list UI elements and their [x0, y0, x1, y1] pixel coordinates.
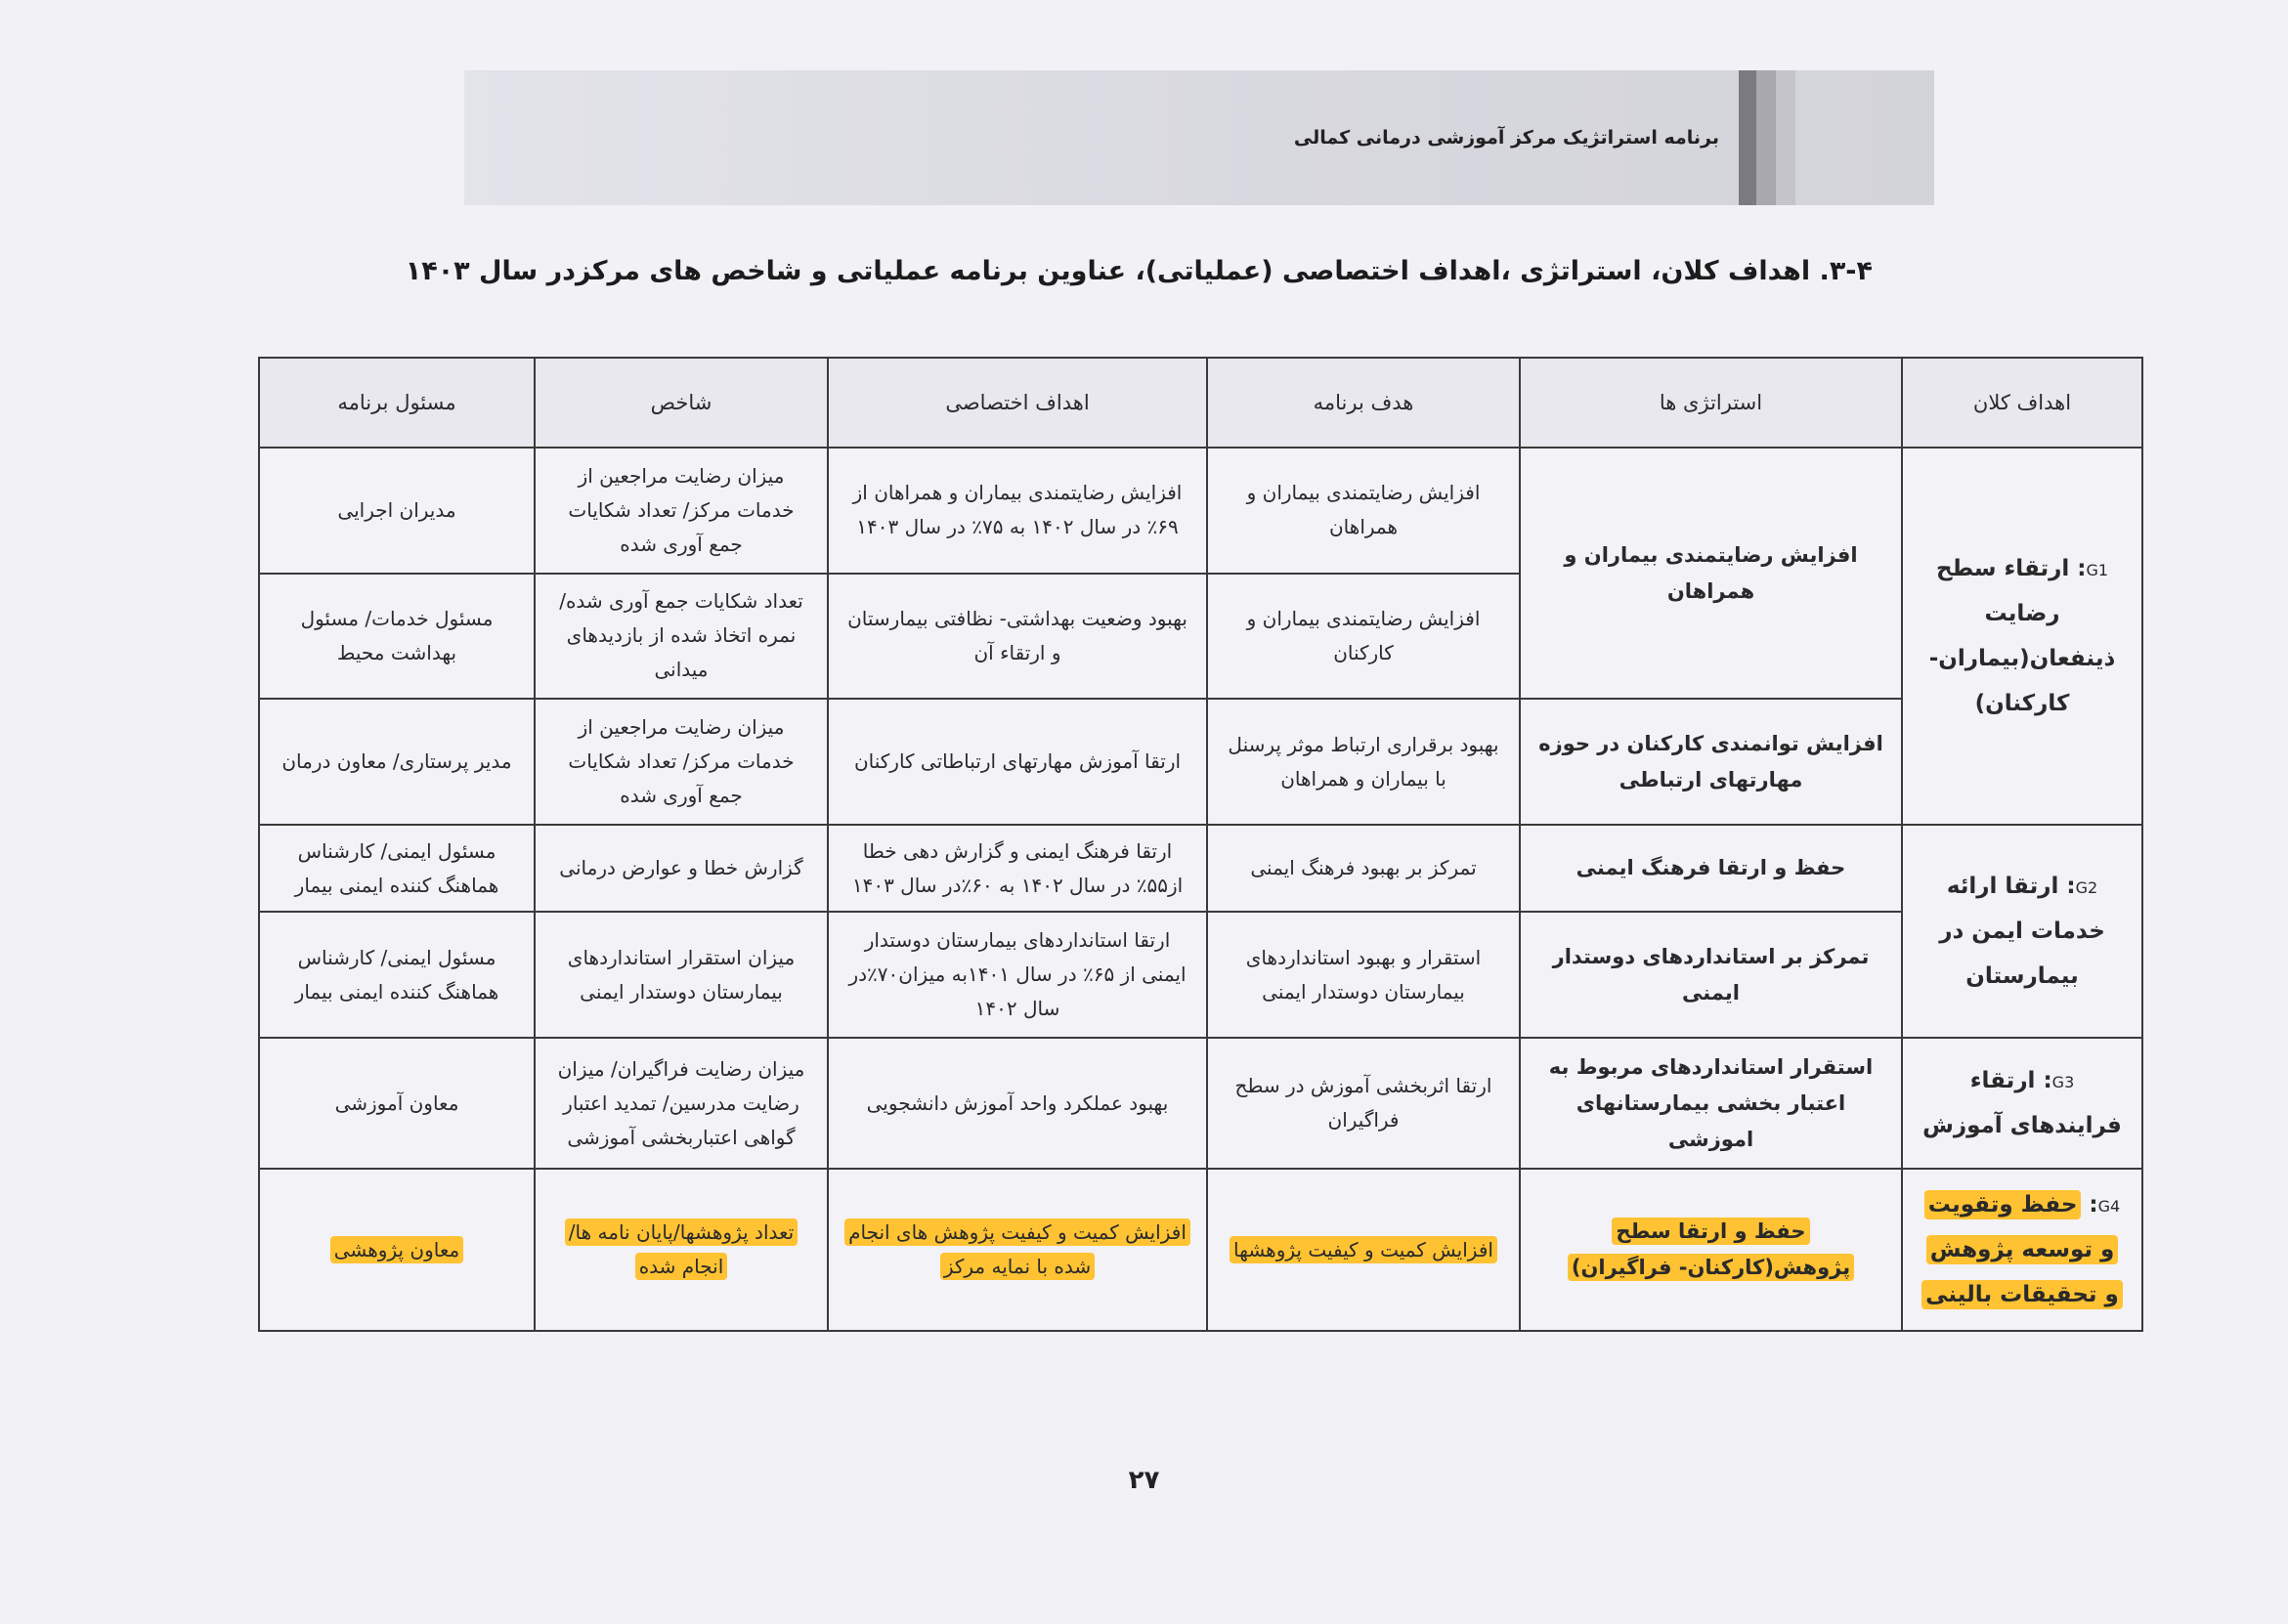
responsible-cell: مسئول ایمنی/ کارشناس هماهنگ کننده ایمنی بیمار — [259, 825, 535, 912]
goal-label-highlighted: حفظ وتقویت و توسعه پژوهش و تحقیقات بالینی — [1921, 1190, 2123, 1309]
program-goal-highlighted: افزایش کمیت و کیفیت پژوهشها — [1230, 1236, 1497, 1263]
program-goal-cell: ارتقا اثربخشی آموزش در سطح فراگیران — [1207, 1038, 1520, 1169]
table-row — [259, 699, 2142, 825]
goal-code: G4 — [2097, 1197, 2121, 1217]
goal-cell-g1: G1: ارتقاء سطح رضایت ذینفعان(بیماران- کارکنان) — [1902, 448, 2142, 825]
objective-cell: ارتقا آموزش مهارتهای ارتباطاتی کارکنان — [828, 699, 1207, 825]
indicator-cell: گزارش خطا و عوارض درمانی — [535, 825, 828, 912]
responsible-cell: مسئول خدمات/ مسئول بهداشت محیط — [259, 574, 535, 700]
header-responsible: مسئول برنامه — [259, 358, 535, 448]
indicator-cell: میزان رضایت فراگیران/ میزان رضایت مدرسین/ تمدید اعتبار گواهی اعتباربخشی آموزشی — [535, 1038, 828, 1169]
goal-cell-g3: G3: ارتقاء فرایندهای آموزش — [1902, 1038, 2142, 1169]
responsible-cell: مدیر پرستاری/ معاون درمان — [259, 699, 535, 825]
strategy-cell: افزایش توانمندی کارکنان در حوزه مهارتهای ارتباطی — [1520, 699, 1902, 825]
header-strategies: استراتژی ها — [1520, 358, 1902, 448]
table-header-row — [259, 358, 2142, 448]
header-stripe — [1776, 70, 1795, 205]
indicator-cell: میزان استقرار استانداردهای بیمارستان دوستدار ایمنی — [535, 912, 828, 1038]
goal-code: G1 — [2086, 560, 2109, 579]
objective-highlighted: افزایش کمیت و کیفیت پژوهش های انجام شده با نمایه مرکز — [844, 1218, 1190, 1280]
indicator-cell — [535, 1169, 828, 1331]
strategy-text-highlighted: حفظ و ارتقا سطح پژوهش(کارکنان- فراگیران) — [1568, 1218, 1854, 1281]
goal-cell-g4: G4: حفظ وتقویت و توسعه پژوهش و تحقیقات بالینی — [1902, 1169, 2142, 1331]
strategic-plan-table — [258, 357, 2143, 1332]
strategy-cell: تمرکز بر استانداردهای دوستدار ایمنی — [1520, 912, 1902, 1038]
goal-code: G3 — [2051, 1073, 2075, 1092]
strategy-cell: حفظ و ارتقا فرهنگ ایمنی — [1520, 825, 1902, 912]
responsible-highlighted: معاون پژوهشی — [330, 1236, 463, 1263]
goal-label: ارتقاء سطح رضایت ذینفعان(بیماران- کارکنان) — [1928, 555, 2116, 716]
indicator-highlighted: تعداد پژوهشها/پایان نامه ها/ انجام شده — [565, 1218, 798, 1280]
goal-code: G2 — [2075, 877, 2098, 897]
table-row — [259, 825, 2142, 912]
objective-cell: ارتقا فرهنگ ایمنی و گزارش دهی خطا از۵۵٪ در سال ۱۴۰۲ به ۶۰٪در سال ۱۴۰۳ — [828, 825, 1207, 912]
strategy-cell: افزایش رضایتمندی بیماران و همراهان — [1520, 448, 1902, 699]
indicator-cell: میزان رضایت مراجعین از خدمات مرکز/ تعداد شکایات جمع آوری شده — [535, 699, 828, 825]
header-program-goal: هدف برنامه — [1207, 358, 1520, 448]
program-goal-cell: استقرار و بهبود استانداردهای بیمارستان دوستدار ایمنی — [1207, 912, 1520, 1038]
program-goal-cell: بهبود برقراری ارتباط موثر پرسنل با بیماران و همراهان — [1207, 699, 1520, 825]
objective-cell: ارتقا استانداردهای بیمارستان دوستدار ایمنی از ۶۵٪ در سال ۱۴۰۱به میزان۷۰٪در سال ۱۴۰۲ — [828, 912, 1207, 1038]
header-indicator: شاخص — [535, 358, 828, 448]
indicator-cell: میزان رضایت مراجعین از خدمات مرکز/ تعداد شکایات جمع آوری شده — [535, 448, 828, 574]
responsible-cell: معاون آموزشی — [259, 1038, 535, 1169]
responsible-cell — [259, 1169, 535, 1331]
header-stripe — [1739, 70, 1756, 205]
objective-cell: افزایش رضایتمندی بیماران و همراهان از ۶۹٪ در سال ۱۴۰۲ به ۷۵٪ در سال ۱۴۰۳ — [828, 448, 1207, 574]
objective-cell — [828, 1169, 1207, 1331]
objective-cell: بهبود عملکرد واحد آموزش دانشجویی — [828, 1038, 1207, 1169]
goal-label: ارتقا ارائه خدمات ایمن در بیمارستان — [1939, 873, 2105, 989]
table-row-highlighted — [259, 1169, 2142, 1331]
header-objectives: اهداف اختصاصی — [828, 358, 1207, 448]
indicator-cell: تعداد شکایات جمع آوری شده/ نمره اتخاذ شده از بازدیدهای میدانی — [535, 574, 828, 700]
page-number: ۲۷ — [1128, 1466, 1160, 1495]
section-title: ۳-۴. اهداف کلان، استراتژی ،اهداف اختصاصی (عملیاتی)، عناوین برنامه عملیاتی و شاخص های مرکزدر سال ۱۴۰۳ — [405, 256, 1873, 286]
program-goal-cell — [1207, 1169, 1520, 1331]
table-row — [259, 912, 2142, 1038]
header-goals: اهداف کلان — [1902, 358, 2142, 448]
program-goal-cell: تمرکز بر بهبود فرهنگ ایمنی — [1207, 825, 1520, 912]
objective-cell: بهبود وضعیت بهداشتی- نظافتی بیمارستان و ارتقاء آن — [828, 574, 1207, 700]
program-goal-cell: افزایش رضایتمندی بیماران و کارکنان — [1207, 574, 1520, 700]
program-goal-cell: افزایش رضایتمندی بیماران و همراهان — [1207, 448, 1520, 574]
table-row — [259, 448, 2142, 574]
goal-cell-g2: G2: ارتقا ارائه خدمات ایمن در بیمارستان — [1902, 825, 2142, 1038]
document-header-title: برنامه استراتژیک مرکز آموزشی درمانی کمالی — [1293, 127, 1719, 149]
table-row — [259, 1038, 2142, 1169]
header-stripe — [1756, 70, 1776, 205]
responsible-cell: مدیران اجرایی — [259, 448, 535, 574]
strategy-cell: استقرار استانداردهای مربوط به اعتبار بخشی بیمارستانهای اموزشی — [1520, 1038, 1902, 1169]
responsible-cell: مسئول ایمنی/ کارشناس هماهنگ کننده ایمنی بیمار — [259, 912, 535, 1038]
header-band — [464, 70, 1934, 205]
goal-label: ارتقاء فرایندهای آموزش — [1922, 1068, 2122, 1139]
strategy-cell — [1520, 1169, 1902, 1331]
